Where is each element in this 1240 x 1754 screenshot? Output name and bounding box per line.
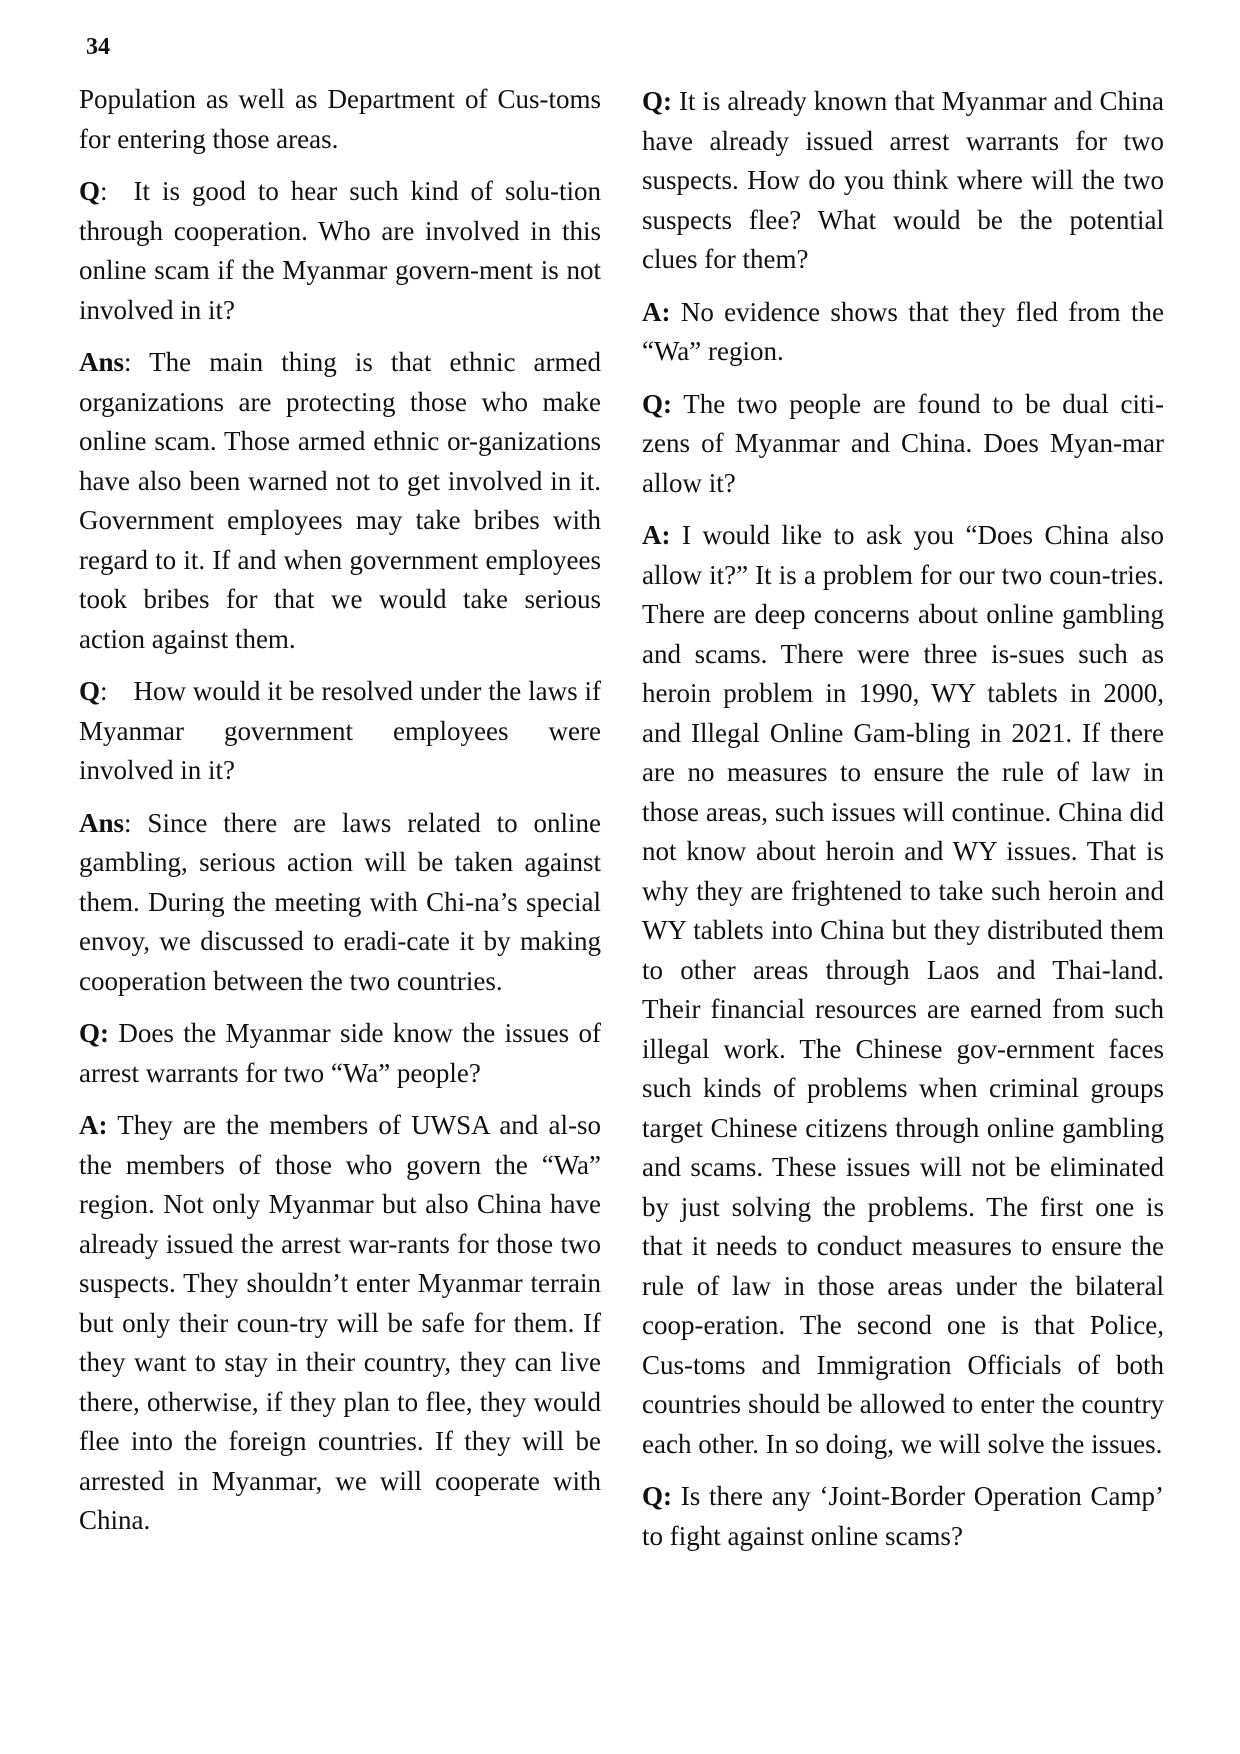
paragraph-text: I would like to ask you “Does China also allow it?” It is a problem for our two coun-tries. There are deep concerns about online gambling and scams. There were three is-sues such as heroin problem in 1990, WY tablets in 2000, and Illegal Online Gam-bling in 2021. If there are no measures to ensure the rule of law in those areas, such issues will continue. China did not know about heroin and WY issues. That is why they are frightened to take such heroin and WY tablets into China but they distributed them to other areas through Laos and Thai-land. Their financial resources are earned from such illegal work. The Chinese gov-ernment faces such kinds of problems when criminal groups target Chinese citizens through online gambling and scams. These issues will not be eliminated by just solving the problems. The first one is that it needs to conduct measures to ensure the rule of law in those areas under the bilateral coop-eration. The second one is that Police, Cus-toms and Immigration Officials of both countries should be allowed to enter the country each other. In so doing, we will solve the issues. (642, 520, 1165, 1459)
paragraph-text: It is good to hear such kind of solu-tion through cooperation. Who are involved in this online scam if the Myanmar govern-ment is not involved in it? (79, 176, 601, 325)
right-column (642, 82, 1164, 1569)
label-separator: : (100, 676, 108, 706)
paragraph-text: Does the Myanmar side know the issues of arrest warrants for two “Wa” people? (79, 1018, 602, 1088)
paragraph-text: Population as well as Department of Cus-toms for entering those areas. (79, 84, 601, 154)
speaker-label: Q (79, 676, 101, 706)
paragraph (79, 80, 601, 159)
paragraph-text: The main thing is that ethnic armed organizations are protecting those who make online scam. Those armed ethnic or-ganizations have also been warned not to get involved in it. Government employees may take bribes with regard to it. If and when government employees took bribes for that we would take serious action against them. (79, 347, 601, 654)
speaker-label: A: (642, 296, 671, 327)
answer-paragraph (642, 293, 1164, 372)
label-separator: : (124, 807, 132, 838)
paragraph-text: How would it be resolved under the laws if Myanmar government employees were involved in it? (79, 676, 601, 785)
label-separator: : (124, 347, 132, 377)
speaker-label: Ans (79, 347, 125, 377)
speaker-label: A: (642, 520, 671, 550)
question-paragraph (79, 672, 601, 791)
paragraph-text: Is there any ‘Joint-Border Operation Camp’ to fight against online scams? (642, 1481, 1165, 1551)
answer-paragraph (79, 343, 601, 659)
paragraph-text: They are the members of UWSA and al-so the members of those who govern the “Wa” region. Not only Myanmar but also China have already issued the arrest war-rants for those two suspects. They shouldn’t enter Myanmar terrain but only their coun-try will be safe for them. If they want to stay in their country, they can live there, otherwise, if they plan to flee, they would flee into the foreign countries. If they will be arrested in Myanmar, we will cooperate with China. (79, 1110, 601, 1535)
paragraph-text: The two people are found to be dual citi-zens of Myanmar and China. Does Myan-mar allow it? (642, 388, 1164, 498)
label-separator: : (100, 176, 108, 206)
speaker-label: Q (79, 176, 101, 206)
answer-paragraph (642, 516, 1164, 1464)
question-paragraph (642, 1477, 1164, 1556)
speaker-label: Q: (642, 1481, 672, 1511)
paragraph-text: Since there are laws related to online gambling, serious action will be taken against them. During the meeting with Chi-na’s special envoy, we discussed to eradi-cate it by making cooperation between the two countries. (79, 807, 601, 996)
paragraph-text: It is already known that Myanmar and China have already issued arrest warrants for two suspects. How do you think where will the two suspects flee? What would be the potential clues for them? (642, 86, 1164, 274)
speaker-label: Ans (79, 807, 125, 838)
answer-paragraph (79, 1106, 601, 1541)
left-column (79, 80, 601, 1554)
paragraph-text: No evidence shows that they fled from the “Wa” region. (642, 296, 1164, 366)
answer-paragraph (79, 804, 601, 1002)
page-number: 34 (86, 34, 110, 60)
speaker-label: Q: (642, 86, 672, 116)
question-paragraph (79, 1014, 601, 1093)
question-paragraph (79, 172, 601, 330)
speaker-label: A: (79, 1110, 108, 1140)
question-paragraph (642, 82, 1164, 280)
question-paragraph (642, 385, 1164, 504)
speaker-label: Q: (642, 388, 672, 419)
speaker-label: Q: (79, 1018, 109, 1048)
